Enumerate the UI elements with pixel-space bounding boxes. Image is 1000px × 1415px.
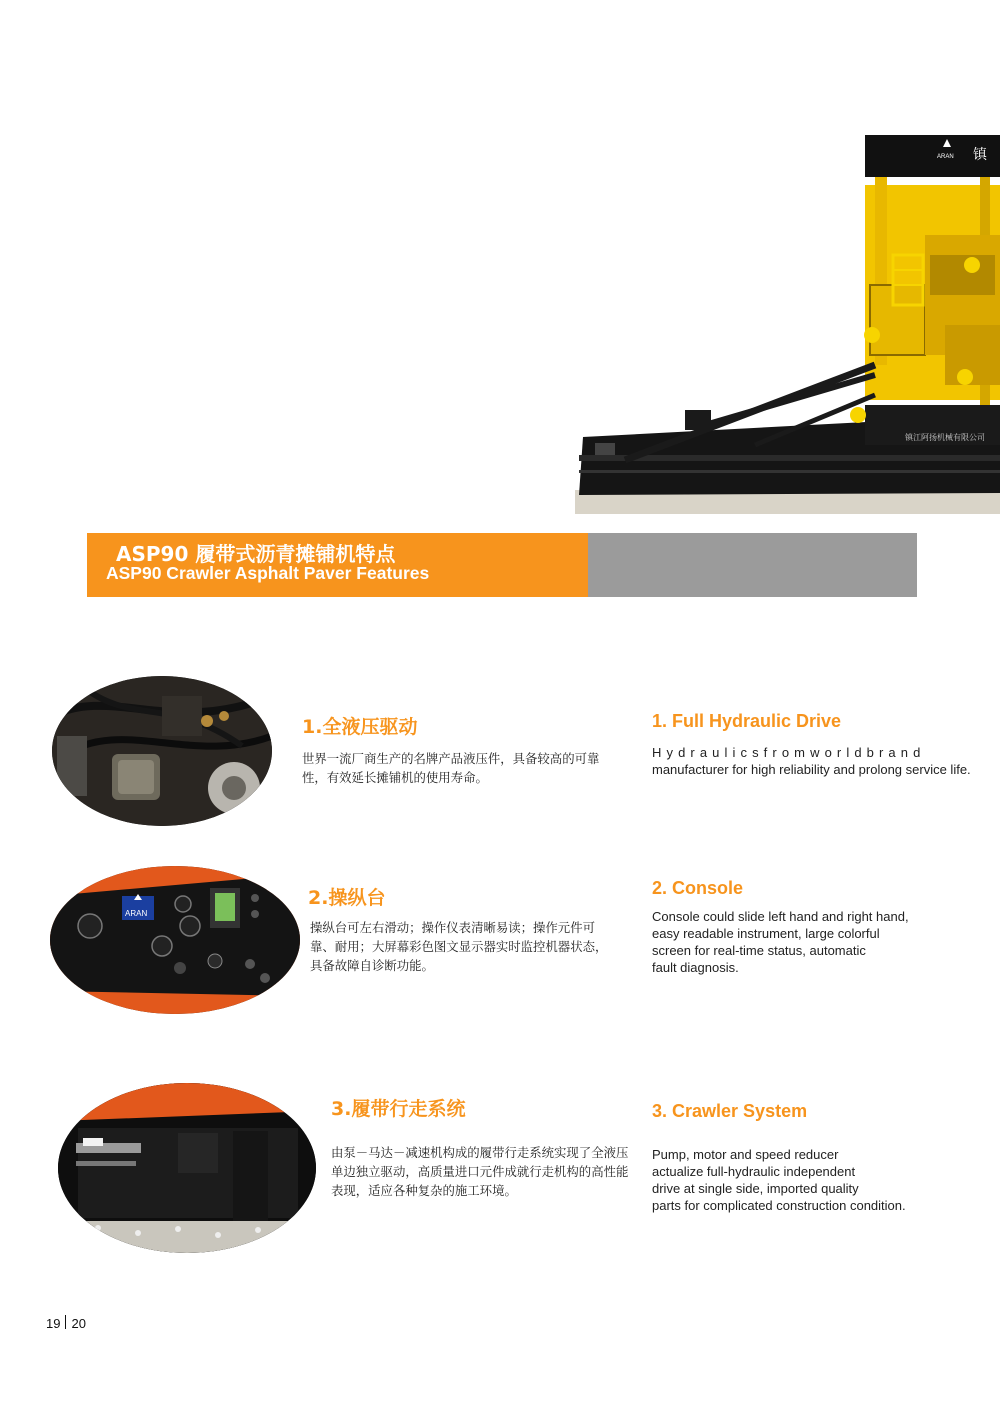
page-number-left: 19 — [46, 1316, 61, 1331]
feature-2-body-cn: 操纵台可左右滑动；操作仪表清晰易读；操作元件可靠、耐用；大屏幕彩色图文显示器实时监控机器状态，具备故障自诊断功能。 — [310, 920, 608, 973]
feature-2-body-en-line: easy readable instrument, large colorful — [652, 926, 880, 941]
hydraulic-parts-photo — [52, 676, 272, 826]
feature-2-body-en-line: screen for real-time status, automatic — [652, 943, 866, 958]
crawler-system-photo — [58, 1083, 316, 1253]
feature-3-body-en — [652, 1146, 906, 1214]
feature-3-body-en-line: Pump, motor and speed reducer — [652, 1147, 839, 1162]
section-title-banner — [87, 533, 917, 597]
page-numbers — [46, 1315, 86, 1331]
feature-3-body-cn: 由泵－马达－减速机构成的履带行走系统实现了全液压单边独立驱动，高质量进口元件成就行走机构的高性能表现，适应各种复杂的施工环境。 — [331, 1145, 629, 1198]
paver-machine-image — [575, 125, 1000, 517]
feature-1-body-cn: 世界一流厂商生产的名牌产品液压件，具备较高的可靠性，有效延长摊铺机的使用寿命。 — [302, 751, 600, 785]
feature-2-body-en-line: fault diagnosis. — [652, 960, 739, 975]
feature-2-title-cn: 2.操纵台 — [308, 887, 386, 909]
feature-1-body-en-line: Hydraulicsfromworldbrand — [652, 745, 926, 760]
canopy-brand-text: ARAN — [937, 154, 954, 160]
console-photo — [50, 866, 300, 1014]
feature-3-body-en-line: actualize full-hydraulic independent — [652, 1164, 856, 1179]
body-plate-text: 镇江阿扬机械有限公司 — [905, 433, 985, 442]
console-brand-text: ARAN — [125, 909, 148, 918]
feature-3-body-en-line: parts for complicated construction condition. — [652, 1198, 906, 1213]
feature-3-body-en-line: drive at single side, imported quality — [652, 1181, 859, 1196]
feature-1-body-en — [652, 744, 971, 778]
feature-1-title-en: 1. Full Hydraulic Drive — [652, 711, 842, 731]
page-number-divider — [65, 1315, 66, 1329]
feature-3-title-cn: 3.履带行走系统 — [331, 1098, 466, 1120]
banner-grey-block — [588, 533, 917, 597]
feature-1-body-en-line: manufacturer for high reliability and prolong service life. — [652, 762, 971, 777]
banner-title-cn: ASP90 履带式沥青摊铺机特点 — [116, 542, 396, 566]
feature-1-title-cn: 1.全液压驱动 — [302, 716, 418, 738]
feature-2-title-en: 2. Console — [652, 878, 744, 898]
feature-2-body-en-line: Console could slide left hand and right hand, — [652, 909, 909, 924]
banner-title-en: ASP90 Crawler Asphalt Paver Features — [106, 563, 430, 583]
page-number-right: 20 — [71, 1316, 86, 1331]
canopy-text: 镇 — [973, 147, 987, 163]
feature-2-body-en — [652, 908, 909, 976]
feature-3-title-en: 3. Crawler System — [652, 1101, 808, 1121]
